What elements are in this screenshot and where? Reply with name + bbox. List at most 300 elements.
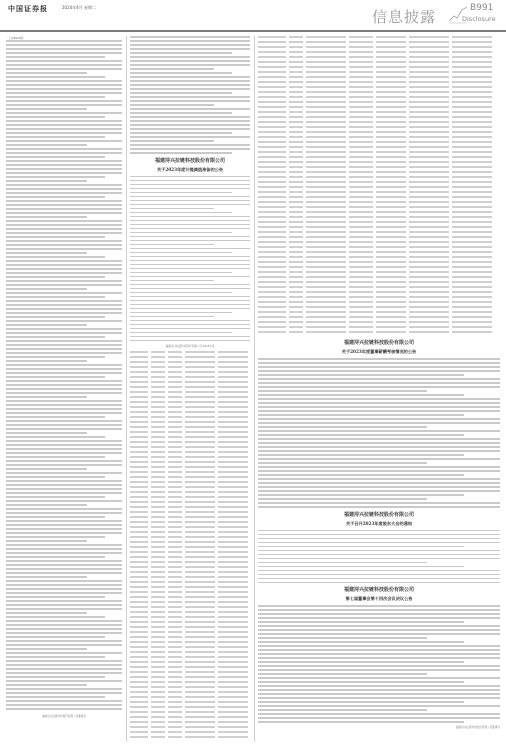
text-line — [6, 48, 122, 50]
table-cell — [289, 291, 303, 293]
table-cell — [306, 151, 346, 153]
table-cell — [452, 36, 492, 38]
table-cell — [151, 691, 165, 693]
table-cell — [349, 316, 373, 318]
table-cell — [218, 501, 248, 503]
text-line — [258, 538, 500, 540]
table-cell — [185, 521, 215, 523]
table-cell — [168, 461, 182, 463]
text-line — [258, 721, 464, 723]
table-cell — [409, 46, 449, 48]
table-cell — [306, 61, 346, 63]
table-cell — [185, 566, 215, 568]
table-cell — [218, 726, 248, 728]
table-cell — [258, 296, 286, 298]
table-cell — [452, 66, 492, 68]
table-cell — [376, 181, 406, 183]
table-cell — [218, 731, 248, 733]
text-line — [6, 52, 122, 54]
table-cell — [289, 241, 303, 243]
page-number: B991 — [470, 3, 494, 13]
table-cell — [130, 706, 148, 708]
text-line — [130, 76, 250, 78]
table-cell — [130, 661, 148, 663]
table-cell — [349, 261, 373, 263]
table-cell — [306, 236, 346, 238]
table-cell — [409, 111, 449, 113]
table-cell — [185, 691, 215, 693]
text-line — [6, 224, 122, 226]
newspaper-name: 中国证券报 — [8, 4, 48, 13]
table-cell — [151, 521, 165, 523]
table-cell — [452, 161, 492, 163]
table-cell — [185, 406, 215, 408]
table-cell — [185, 366, 215, 368]
table-cell — [185, 616, 215, 618]
table-row — [258, 81, 500, 83]
table-cell — [349, 331, 373, 333]
table-cell — [409, 81, 449, 83]
table-cell — [376, 171, 406, 173]
text-line — [6, 548, 122, 550]
table-cell — [306, 306, 346, 308]
table-cell — [349, 66, 373, 68]
table-cell — [218, 371, 248, 373]
text-line — [130, 260, 250, 262]
table-cell — [168, 396, 182, 398]
table-cell — [258, 41, 286, 43]
table-cell — [130, 521, 148, 523]
table-cell — [218, 621, 248, 623]
table-cell — [185, 401, 215, 403]
text-line — [130, 104, 214, 106]
table-row — [258, 301, 500, 303]
table-cell — [349, 91, 373, 93]
text-line — [6, 232, 122, 234]
table-cell — [130, 596, 148, 598]
table-cell — [349, 136, 373, 138]
issue-date: 2024年4月 星期二 — [62, 5, 96, 10]
text-line — [6, 132, 122, 134]
table-cell — [289, 176, 303, 178]
table-cell — [130, 736, 148, 738]
left-text-body — [6, 40, 122, 710]
text-line — [6, 568, 122, 570]
text-line — [258, 422, 500, 424]
table-row — [258, 256, 500, 258]
table-row — [130, 601, 250, 603]
table-cell — [306, 321, 346, 323]
text-line — [6, 456, 105, 458]
table-cell — [130, 531, 148, 533]
text-line — [258, 438, 500, 440]
text-line — [258, 430, 500, 432]
table-cell — [218, 411, 248, 413]
table-cell — [376, 256, 406, 258]
table-cell — [306, 186, 346, 188]
table-cell — [151, 476, 165, 478]
table-cell — [452, 151, 492, 153]
table-cell — [452, 71, 492, 73]
table-cell — [218, 486, 248, 488]
table-cell — [185, 556, 215, 558]
text-line — [6, 156, 105, 158]
table-cell — [258, 241, 286, 243]
table-cell — [151, 581, 165, 583]
table-cell — [376, 261, 406, 263]
text-line — [130, 272, 232, 274]
table-cell — [151, 491, 165, 493]
text-line — [6, 344, 122, 346]
table-cell — [130, 626, 148, 628]
table-cell — [185, 446, 215, 448]
text-line — [258, 697, 500, 699]
table-cell — [168, 476, 182, 478]
text-line — [130, 308, 250, 310]
table-row — [258, 106, 500, 108]
text-line — [6, 208, 122, 210]
table-row — [130, 551, 250, 553]
table-cell — [258, 286, 286, 288]
table-cell — [349, 161, 373, 163]
table-cell — [258, 291, 286, 293]
text-line — [258, 426, 427, 428]
table-cell — [306, 296, 346, 298]
table-cell — [218, 596, 248, 598]
table-cell — [185, 421, 215, 423]
text-line — [130, 312, 232, 314]
table-cell — [185, 356, 215, 358]
table-cell — [289, 216, 303, 218]
table-row — [130, 701, 250, 703]
table-row — [130, 656, 250, 658]
table-row — [130, 361, 250, 363]
text-line — [258, 506, 500, 508]
table-cell — [289, 231, 303, 233]
middle-text-body — [130, 176, 250, 342]
table-cell — [151, 441, 165, 443]
table-cell — [289, 96, 303, 98]
table-cell — [376, 201, 406, 203]
text-line — [130, 204, 250, 206]
table-cell — [306, 286, 346, 288]
table-cell — [185, 436, 215, 438]
table-cell — [185, 386, 215, 388]
text-line — [130, 340, 250, 342]
table-cell — [151, 391, 165, 393]
table-cell — [130, 361, 148, 363]
column-divider — [126, 36, 127, 742]
table-cell — [218, 626, 248, 628]
table-cell — [185, 701, 215, 703]
table-title: 福建浔兴拉链科技股份有限公司 2023年度 — [165, 345, 215, 348]
table-cell — [306, 206, 346, 208]
table-cell — [349, 36, 373, 38]
text-line — [258, 661, 464, 663]
table-cell — [289, 186, 303, 188]
table-cell — [258, 151, 286, 153]
text-line — [130, 144, 250, 146]
text-line — [6, 220, 122, 222]
table-cell — [130, 466, 148, 468]
table-cell — [452, 61, 492, 63]
text-line — [6, 444, 122, 446]
table-cell — [218, 401, 248, 403]
text-line — [6, 432, 87, 434]
text-line — [130, 288, 250, 290]
table-cell — [452, 166, 492, 168]
text-line — [130, 292, 232, 294]
table-cell — [130, 606, 148, 608]
table-cell — [218, 601, 248, 603]
table-cell — [218, 581, 248, 583]
table-cell — [349, 221, 373, 223]
table-row — [258, 221, 500, 223]
text-line — [258, 394, 464, 396]
table-cell — [409, 256, 449, 258]
table-cell — [151, 381, 165, 383]
table-cell — [409, 41, 449, 43]
text-line — [6, 672, 122, 674]
table-cell — [168, 401, 182, 403]
text-line — [258, 454, 464, 456]
text-line — [6, 436, 105, 438]
text-line — [6, 244, 122, 246]
table-cell — [376, 186, 406, 188]
table-cell — [168, 366, 182, 368]
table-cell — [151, 426, 165, 428]
table-cell — [168, 586, 182, 588]
table-cell — [151, 356, 165, 358]
table-row — [258, 151, 500, 153]
table-cell — [168, 681, 182, 683]
text-line — [6, 696, 105, 698]
text-line — [130, 52, 232, 54]
table-cell — [349, 311, 373, 313]
table-cell — [409, 156, 449, 158]
table-cell — [151, 451, 165, 453]
table-cell — [151, 636, 165, 638]
table-cell — [376, 246, 406, 248]
table-row — [258, 331, 500, 333]
table-cell — [130, 666, 148, 668]
table-cell — [130, 446, 148, 448]
table-cell — [130, 721, 148, 723]
table-cell — [258, 101, 286, 103]
table-cell — [130, 591, 148, 593]
table-cell — [130, 601, 148, 603]
text-line — [130, 124, 250, 126]
table-cell — [376, 81, 406, 83]
table-cell — [409, 231, 449, 233]
table-cell — [349, 276, 373, 278]
table-cell — [258, 126, 286, 128]
table-cell — [151, 556, 165, 558]
table-cell — [289, 191, 303, 193]
table-cell — [376, 116, 406, 118]
table-row — [258, 196, 500, 198]
table-cell — [185, 456, 215, 458]
table-cell — [409, 186, 449, 188]
table-cell — [452, 191, 492, 193]
text-line — [130, 80, 250, 82]
table-cell — [168, 661, 182, 663]
table-row — [130, 726, 250, 728]
text-line — [6, 448, 122, 450]
table-cell — [130, 551, 148, 553]
table-cell — [185, 561, 215, 563]
table-cell — [289, 61, 303, 63]
table-cell — [168, 506, 182, 508]
table-cell — [289, 46, 303, 48]
notice-subtitle: 关于2023年度计提减值准备的公告 — [156, 166, 224, 172]
text-line — [6, 484, 122, 486]
table-cell — [151, 406, 165, 408]
table-cell — [452, 81, 492, 83]
table-cell — [218, 406, 248, 408]
table-row — [258, 296, 500, 298]
text-line — [6, 116, 105, 118]
table-cell — [185, 476, 215, 478]
table-cell — [289, 206, 303, 208]
table-cell — [130, 501, 148, 503]
table-cell — [151, 496, 165, 498]
text-line — [6, 328, 122, 330]
table-cell — [376, 36, 406, 38]
table-cell — [409, 171, 449, 173]
table-cell — [168, 566, 182, 568]
table-cell — [151, 576, 165, 578]
text-line — [258, 705, 500, 707]
text-line — [6, 288, 87, 290]
table-cell — [289, 331, 303, 333]
table-row — [258, 241, 500, 243]
right-column — [258, 36, 500, 729]
table-cell — [185, 526, 215, 528]
table-cell — [409, 91, 449, 93]
table-cell — [409, 211, 449, 213]
table-cell — [258, 331, 286, 333]
table-cell — [376, 61, 406, 63]
table-row — [130, 411, 250, 413]
table-cell — [306, 136, 346, 138]
table-cell — [409, 331, 449, 333]
table-cell — [289, 76, 303, 78]
text-line — [258, 621, 464, 623]
table-row — [130, 616, 250, 618]
table-row — [130, 381, 250, 383]
table-cell — [452, 241, 492, 243]
middle-column — [130, 36, 250, 741]
table-cell — [130, 491, 148, 493]
table-cell — [130, 651, 148, 653]
table-cell — [130, 671, 148, 673]
table-cell — [130, 391, 148, 393]
table-cell — [258, 106, 286, 108]
table-cell — [168, 501, 182, 503]
text-line — [130, 68, 214, 70]
table-cell — [452, 136, 492, 138]
table-cell — [218, 661, 248, 663]
table-cell — [130, 461, 148, 463]
table-cell — [168, 406, 182, 408]
table-row — [130, 581, 250, 583]
text-line — [6, 212, 122, 214]
table-cell — [130, 656, 148, 658]
table-cell — [130, 386, 148, 388]
table-cell — [349, 241, 373, 243]
table-cell — [349, 206, 373, 208]
table-cell — [218, 706, 248, 708]
table-cell — [452, 51, 492, 53]
table-cell — [409, 131, 449, 133]
text-line — [258, 366, 500, 368]
table-cell — [306, 216, 346, 218]
table-cell — [130, 631, 148, 633]
table-cell — [168, 696, 182, 698]
table-row — [130, 506, 250, 508]
table-row — [130, 571, 250, 573]
table-cell — [409, 61, 449, 63]
table-cell — [376, 131, 406, 133]
table-cell — [218, 716, 248, 718]
text-line — [6, 648, 87, 650]
text-line — [258, 418, 500, 420]
text-line — [258, 570, 500, 572]
text-line — [6, 576, 87, 578]
table-cell — [349, 216, 373, 218]
text-line — [258, 550, 500, 552]
table-cell — [306, 76, 346, 78]
table-cell — [185, 736, 215, 738]
table-cell — [130, 586, 148, 588]
text-line — [130, 60, 250, 62]
table-cell — [218, 656, 248, 658]
text-line — [258, 653, 500, 655]
table-cell — [151, 666, 165, 668]
table-cell — [409, 281, 449, 283]
text-line — [6, 612, 87, 614]
table-cell — [151, 466, 165, 468]
table-row — [258, 66, 500, 68]
text-line — [258, 446, 500, 448]
table-cell — [349, 281, 373, 283]
table-cell — [151, 631, 165, 633]
table-cell — [130, 726, 148, 728]
table-cell — [185, 661, 215, 663]
text-line — [130, 276, 250, 278]
table-row — [130, 566, 250, 568]
text-line — [130, 72, 232, 74]
table-cell — [452, 46, 492, 48]
text-line — [6, 420, 122, 422]
table-cell — [376, 301, 406, 303]
table-cell — [306, 46, 346, 48]
table-cell — [452, 261, 492, 263]
table-row — [258, 311, 500, 313]
text-line — [6, 252, 87, 254]
text-line — [130, 128, 250, 130]
text-line — [130, 108, 250, 110]
table-cell — [130, 526, 148, 528]
table-cell — [376, 151, 406, 153]
table-cell — [151, 541, 165, 543]
text-line — [6, 144, 87, 146]
table-cell — [218, 546, 248, 548]
table-cell — [409, 201, 449, 203]
table-cell — [185, 506, 215, 508]
table-cell — [130, 556, 148, 558]
